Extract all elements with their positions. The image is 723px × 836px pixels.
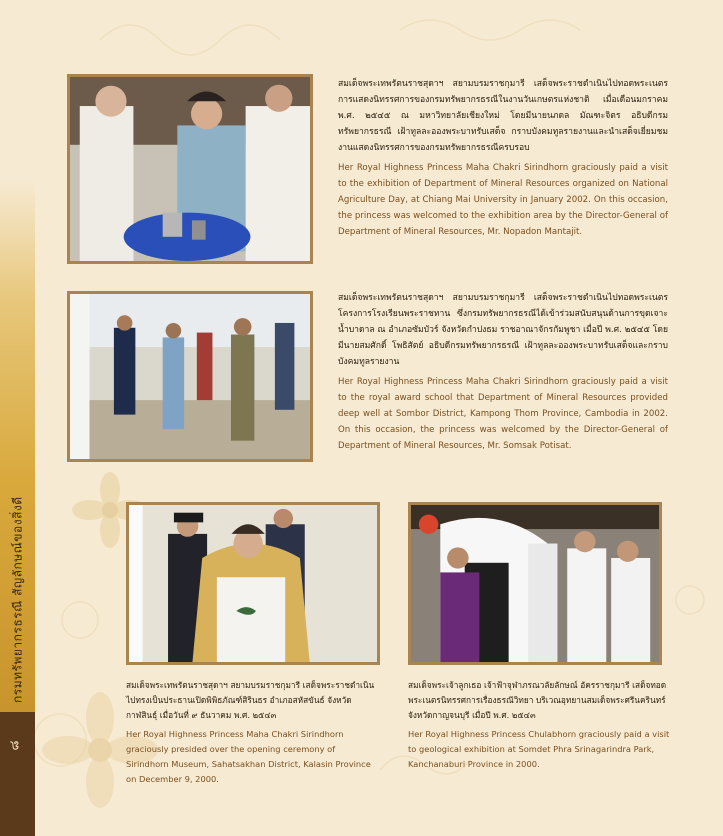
page-number: ๘	[7, 740, 23, 751]
photo-school-cambodia	[67, 291, 313, 462]
caption-2-english: Her Royal Highness Princess Maha Chakri Sirindhorn graciously paid a visit to the royal award school that Department of Mineral Resources provided deep well at Sombor District, Kampong Thom Province, Cambodia in 2002. On this occasion, the princess was welcomed by the Director-General of Department of Mineral Resources, Mr. Somsak Potisat.	[338, 377, 668, 451]
caption-1-english: Her Royal Highness Princess Maha Chakri Sirindhorn graciously paid a visit to the exhibition of Department of Mineral Resources organized on National Agriculture Day, at Chiang Mai University in January 2002. On this occasion, the princess was welcomed to the exhibition area by the Director-General of Department of Mineral Resources, Mr. Nopadon Mantajit.	[338, 163, 668, 237]
caption-3-thai: สมเด็จพระเทพรัตนราชสุดาฯ สยามบรมราชกุมารี เสด็จพระราชดำเนินไปทรงเป็นประธานเปิดพิพิธภัณฑ์สิรินธร อำเภอสหัสขันธ์ จังหวัดกาฬสินธุ์ เมื่อวันที่ ๙ ธันวาคม พ.ศ. ๒๕๔๓	[126, 680, 375, 720]
caption-4-thai: สมเด็จพระเจ้าลูกเธอ เจ้าฟ้าจุฬาภรณวลัยลักษณ์ อัครราชกุมารี เสด็จทอดพระเนตรนิทรรศการเรื่องธรณีวิทยา บริเวณอุทยานสมเด็จพระศรีนครินทร์ จังหวัดกาญจนบุรี เมื่อปี พ.ศ. ๒๕๔๓	[408, 680, 667, 720]
page-number-tab	[0, 712, 35, 836]
photo-exhibition-chiangmai	[67, 74, 313, 264]
caption-1-thai: สมเด็จพระเทพรัตนราชสุดาฯ สยามบรมราชกุมารี เสด็จพระราชดำเนินไปทอดพระเนตร การแสดงนิทรรศการของกรมทรัพยากรธรณีในงานวันเกษตรแห่งชาติ เมื่อเดือนมกราคม พ.ศ. ๒๕๔๕ ณ มหาวิทยาลัยเชียงใหม่ โดยมีนายนภดล มัณฑะจิตร อธิบดีกรมทรัพยากรธรณี เฝ้าทูลละอองพระบาทรับเสด็จ กราบบังคมทูลรายงานและนำเสด็จเยี่ยมชมงานแสดงนิทรรศการของกรมทรัพยากรธรณีครบรอบ	[338, 79, 668, 153]
caption-1	[338, 76, 668, 240]
sidebar-chapter-title: กรมทรัพยากรธรณี สัญลักษณ์ของสิ่งดี	[10, 496, 25, 704]
photo-geology-exhibition	[408, 502, 662, 665]
caption-3	[126, 678, 380, 787]
caption-4	[408, 678, 670, 772]
caption-4-english: Her Royal Highness Princess Chulabhorn graciously paid a visit to geological exhibition at Somdet Phra Srinagarindra Park, Kanchanaburi Province in 2000.	[408, 729, 670, 769]
caption-2	[338, 290, 668, 454]
side-band	[0, 0, 35, 836]
photo-sirindhorn-museum	[126, 502, 380, 665]
caption-2-thai: สมเด็จพระเทพรัตนราชสุดาฯ สยามบรมราชกุมารี เสด็จพระราชดำเนินไปทอดพระเนตร โครงการโรงเรียนพระราชทาน ซึ่งกรมทรัพยากรธรณีได้เข้าร่วมสนับสนุนด้านการขุดเจาะน้ำบาดาล ณ อำเภอซัมบัวร์ จังหวัดกำปงธม ราชอาณาจักรกัมพูชา เมื่อปี พ.ศ. ๒๕๔๕ โดยมีนายสมศักดิ์ โพธิสัตย์ อธิบดีกรมทรัพยากรธรณี เฝ้าทูลละอองพระบาทรับเสด็จและกราบบังคมทูลรายงาน	[338, 293, 668, 367]
caption-3-english: Her Royal Highness Princess Maha Chakri Sirindhorn graciously presided over the opening ceremony of Sirindhorn Museum, Sahatsakhan District, Kalasin Province on December 9, 2000.	[126, 729, 371, 784]
